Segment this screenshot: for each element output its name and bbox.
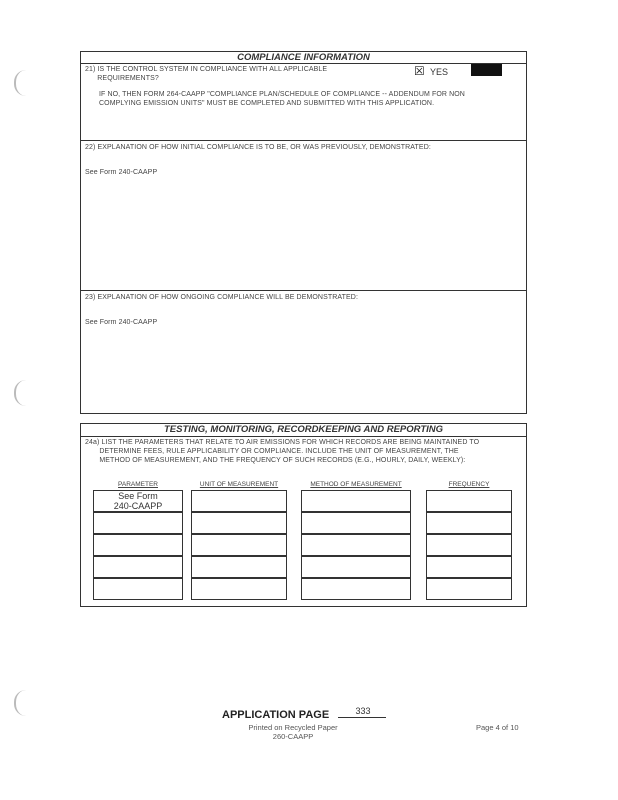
printed-recycled-note: Printed on Recycled Paper — [248, 723, 338, 732]
column-header-frequency: FREQUENCY — [448, 481, 490, 488]
frequency-cell[interactable] — [426, 556, 512, 578]
unit-cell[interactable] — [191, 512, 287, 534]
divider — [81, 290, 526, 291]
yes-checkbox[interactable]: ☒ — [414, 64, 425, 78]
testing-section — [80, 423, 527, 607]
divider — [81, 63, 526, 64]
frequency-cell[interactable] — [426, 534, 512, 556]
yes-label: YES — [430, 67, 449, 77]
unit-cell[interactable] — [191, 534, 287, 556]
punch-hole-mark — [14, 690, 28, 716]
parameter-cell[interactable] — [93, 512, 183, 534]
unit-cell[interactable] — [191, 556, 287, 578]
method-cell[interactable] — [301, 512, 411, 534]
application-page-label: APPLICATION PAGE — [222, 709, 330, 721]
page-of-count: Page 4 of 10 — [476, 723, 519, 732]
column-header-method: METHOD OF MEASUREMENT — [310, 481, 402, 488]
column-header-unit: UNIT OF MEASUREMENT — [199, 481, 279, 488]
application-page-number: 333 — [355, 706, 371, 716]
question-21-note: IF NO, THEN FORM 264-CAAPP "COMPLIANCE PLAN/SCHEDULE OF COMPLIANCE -- ADDENDUM FOR NON COMPLYING EMISSION UNITS" MUST BE COMPLETED AND SUBMITTED WITH THIS APPLICATION. — [99, 91, 465, 107]
punch-hole-mark — [14, 380, 28, 406]
form-id: 260-CAAPP — [272, 732, 314, 741]
parameter-cell-line: 240-CAAPP — [113, 501, 163, 511]
parameter-cell[interactable] — [93, 556, 183, 578]
compliance-title: COMPLIANCE INFORMATION — [237, 52, 370, 63]
punch-hole-mark — [14, 70, 28, 96]
frequency-cell[interactable] — [426, 490, 512, 512]
question-22: 22) EXPLANATION OF HOW INITIAL COMPLIANCE IS TO BE, OR WAS PREVIOUSLY, DEMONSTRATED: — [85, 144, 431, 151]
divider — [81, 436, 526, 437]
unit-cell[interactable] — [191, 490, 287, 512]
redacted-block — [471, 64, 502, 76]
frequency-cell[interactable] — [426, 512, 512, 534]
method-cell[interactable] — [301, 490, 411, 512]
parameter-cell[interactable] — [93, 578, 183, 600]
question-21: 21) IS THE CONTROL SYSTEM IN COMPLIANCE WITH ALL APPLICABLE REQUIREMENTS? — [85, 66, 328, 82]
page-number-underline — [338, 717, 386, 718]
divider — [81, 140, 526, 141]
method-cell[interactable] — [301, 556, 411, 578]
method-cell[interactable] — [301, 534, 411, 556]
column-header-parameter: PARAMETER — [118, 481, 158, 488]
question-23-answer[interactable]: See Form 240-CAAPP — [85, 319, 158, 326]
question-24a: 24a) LIST THE PARAMETERS THAT RELATE TO AIR EMISSIONS FOR WHICH RECORDS ARE BEING MAINTAINED TO DETERMINE FEES, RULE APPLICABILITY OR COMPLIANCE. INCLUDE THE UNIT OF MEASUREMENT, THE METHOD OF MEASUREMENT, AND THE FREQUENCY OF SUCH RECORDS (E.G., HOURLY, DAILY, WEEKLY): — [85, 439, 480, 464]
question-22-answer[interactable]: See Form 240-CAAPP — [85, 169, 158, 176]
parameter-cell[interactable] — [93, 534, 183, 556]
parameter-cell-line: See Form — [118, 491, 158, 501]
frequency-cell[interactable] — [426, 578, 512, 600]
testing-title: TESTING, MONITORING, RECORDKEEPING AND REPORTING — [163, 424, 444, 435]
parameter-cell[interactable] — [93, 490, 183, 512]
method-cell[interactable] — [301, 578, 411, 600]
question-23: 23) EXPLANATION OF HOW ONGOING COMPLIANCE WILL BE DEMONSTRATED: — [85, 294, 358, 301]
unit-cell[interactable] — [191, 578, 287, 600]
compliance-section — [80, 51, 527, 414]
